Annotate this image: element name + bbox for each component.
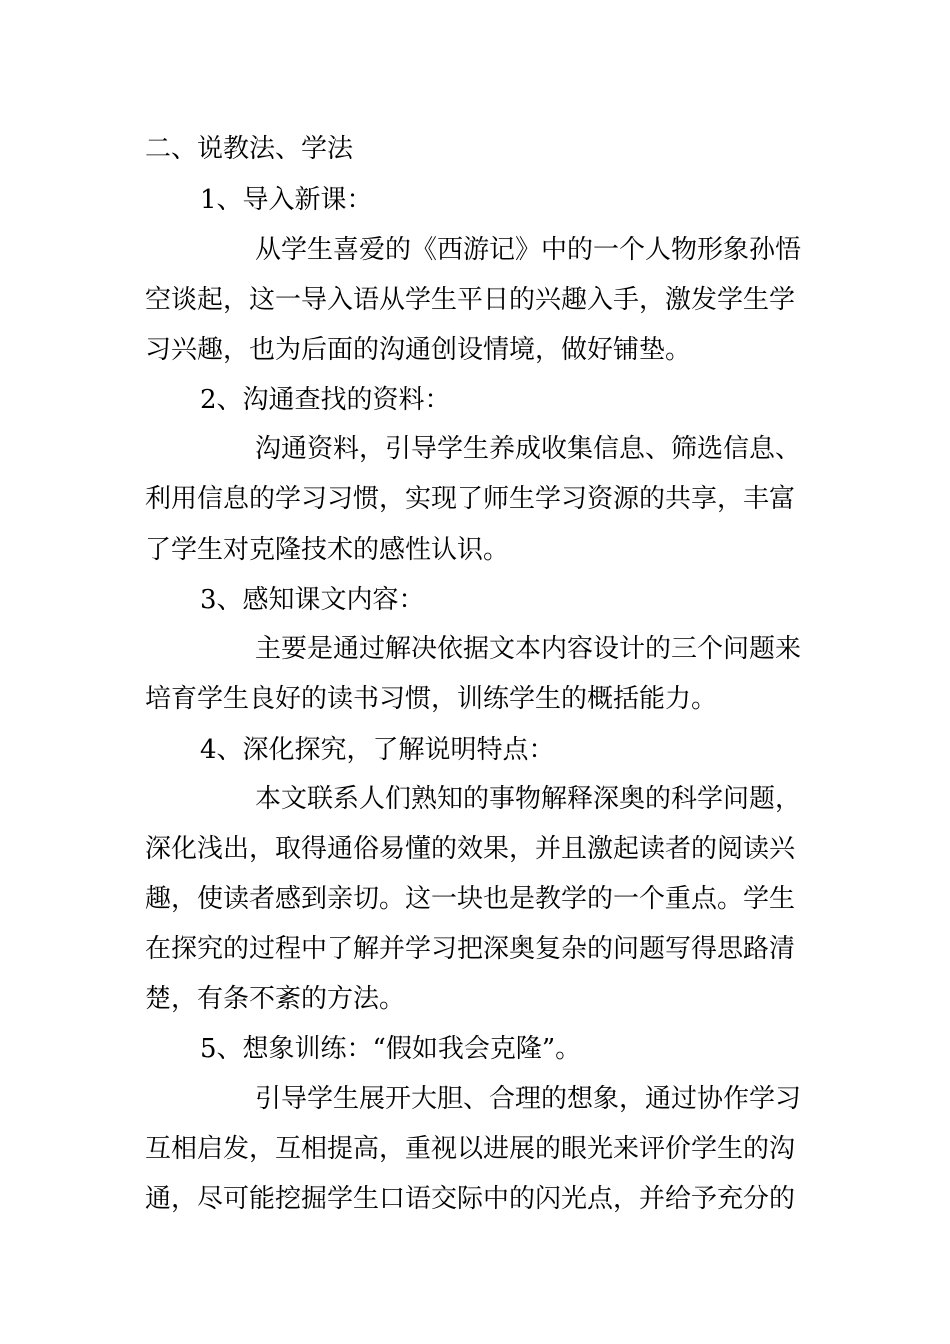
item-4-line-4: 在探究的过程中了解并学习把深奥复杂的问题写得思路清 (145, 934, 796, 964)
item-2-heading: 2、沟通查找的资料： (200, 385, 451, 415)
item-1-heading: 1、导入新课： (200, 185, 373, 215)
item-5-heading: 5、想象训练：“假如我会克隆”。 (200, 1034, 582, 1064)
item-3-line-1: 主要是通过解决依据文本内容设计的三个问题来 (255, 634, 802, 664)
item-4-line-3: 趣，使读者感到亲切。这一块也是教学的一个重点。学生 (145, 884, 796, 914)
item-1-line-2: 空谈起，这一导入语从学生平日的兴趣入手，激发学生学 (145, 285, 796, 315)
item-2-line-2: 利用信息的学习习惯，实现了师生学习资源的共享，丰富 (145, 484, 796, 514)
item-2-line-3: 了学生对克隆技术的感性认识。 (145, 535, 510, 565)
item-4-line-1: 本文联系人们熟知的事物解释深奥的科学问题， (255, 784, 802, 814)
item-5-line-2: 互相启发，互相提高，重视以进展的眼光来评价学生的沟 (145, 1134, 796, 1164)
item-2-line-1: 沟通资料，引导学生养成收集信息、筛选信息、 (255, 434, 802, 464)
section-heading: 二、说教法、学法 (145, 134, 354, 164)
item-1-line-3: 习兴趣，也为后面的沟通创设情境，做好铺垫。 (145, 335, 692, 365)
item-3-line-2: 培育学生良好的读书习惯，训练学生的概括能力。 (145, 684, 718, 714)
item-1-line-1: 从学生喜爱的《西游记》中的一个人物形象孙悟 (255, 235, 802, 265)
item-4-heading: 4、深化探究，了解说明特点： (200, 735, 555, 765)
item-4-line-2: 深化浅出，取得通俗易懂的效果，并且激起读者的阅读兴 (145, 834, 796, 864)
item-5-line-1: 引导学生展开大胆、合理的想象，通过协作学习 (255, 1084, 802, 1114)
item-5-line-3: 通，尽可能挖掘学生口语交际中的闪光点，并给予充分的 (145, 1184, 796, 1214)
item-3-heading: 3、感知课文内容： (200, 585, 425, 615)
item-4-line-5: 楚，有条不紊的方法。 (145, 984, 406, 1014)
